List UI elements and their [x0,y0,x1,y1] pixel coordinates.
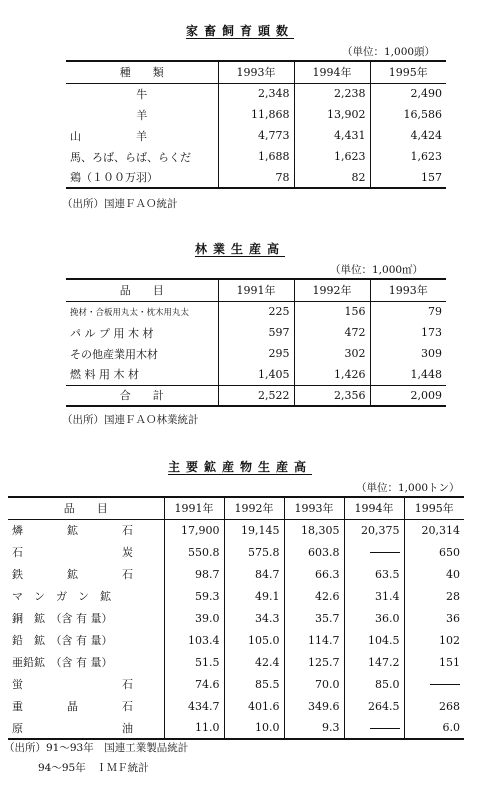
cell-value: 268 [404,695,464,717]
cell-value: 10.0 [224,717,284,739]
cell-value: 349.6 [284,695,344,717]
cell-value [344,717,404,739]
table-row [8,607,464,629]
row-label: パ ル プ 用 木 材 [70,326,154,340]
cell-value: 42.4 [224,651,284,673]
header-year: 1995年 [370,61,446,83]
livestock-table [66,60,446,189]
cell-value: 2,356 [294,385,370,406]
cell-value: 1,623 [294,146,370,167]
row-label: 石 炭 [12,546,133,559]
table-row [8,651,464,673]
cell-value: 11,868 [218,104,294,125]
cell-value: 11.0 [164,717,224,739]
header-year: 1993年 [218,61,294,83]
cell-value: 31.4 [344,585,404,607]
cell-value: 575.8 [224,541,284,563]
row-label: 蛍 石 [12,678,133,691]
header-year: 1992年 [224,497,284,519]
cell-value: 302 [294,343,370,364]
header-item: 種 類 [66,61,218,83]
cell-value: 18,305 [284,519,344,541]
cell-value: 2,009 [370,385,446,406]
cell-value: 1,448 [370,364,446,385]
cell-value: 40 [404,563,464,585]
table-row [66,125,446,146]
header-row [8,497,464,519]
no-data-dash [370,728,400,729]
cell-value: 225 [218,301,294,322]
cell-value: 17,900 [164,519,224,541]
cell-value: 34.3 [224,607,284,629]
header-item: 品 目 [66,279,218,301]
row-label: 牛 [136,87,148,101]
cell-value: 84.7 [224,563,284,585]
table-row [66,104,446,125]
table-row [66,301,446,322]
header-year: 1993年 [370,279,446,301]
cell-value: 1,688 [218,146,294,167]
cell-value: 13,902 [294,104,370,125]
cell-value: 114.7 [284,629,344,651]
minerals-source-1: （出所）91～93年 国連工業製品統計 [4,742,189,754]
row-label: 馬、ろば、らば、らくだ [70,150,191,164]
row-label: 合 計 [66,385,218,406]
cell-value: 6.0 [404,717,464,739]
cell-value: 39.0 [164,607,224,629]
cell-value: 35.7 [284,607,344,629]
livestock-title: 家畜飼育頭数 [185,24,294,38]
cell-value: 4,424 [370,125,446,146]
cell-value: 2,238 [294,83,370,104]
header-year: 1995年 [404,497,464,519]
table-row [8,563,464,585]
cell-value: 264.5 [344,695,404,717]
cell-value: 472 [294,322,370,343]
minerals-unit: （単位：1,000トン） [356,482,460,494]
cell-value: 173 [370,322,446,343]
cell-value: 36 [404,607,464,629]
cell-value: 603.8 [284,541,344,563]
cell-value: 98.7 [164,563,224,585]
table-row [8,519,464,541]
table-row [66,167,446,188]
cell-value: 82 [294,167,370,188]
cell-value: 28 [404,585,464,607]
minerals-source-2: 94～95年 ＩＭＦ統計 [38,762,149,774]
cell-value: 20,314 [404,519,464,541]
cell-value: 401.6 [224,695,284,717]
header-item: 品 目 [8,497,164,519]
row-label: 羊 [136,108,148,122]
table-row [8,717,464,739]
cell-value: 16,586 [370,104,446,125]
cell-value: 309 [370,343,446,364]
table-row [66,343,446,364]
cell-value: 59.3 [164,585,224,607]
cell-value: 102 [404,629,464,651]
header-year: 1991年 [164,497,224,519]
row-label: 挽材・合板用丸太・枕木用丸太 [70,307,190,318]
cell-value [404,673,464,695]
cell-value: 63.5 [344,563,404,585]
cell-value: 597 [218,322,294,343]
cell-value: 157 [370,167,446,188]
table-row [8,541,464,563]
cell-value: 4,773 [218,125,294,146]
no-data-dash [370,552,400,553]
cell-value: 66.3 [284,563,344,585]
cell-value: 85.5 [224,673,284,695]
cell-value: 1,426 [294,364,370,385]
cell-value: 103.4 [164,629,224,651]
cell-value: 74.6 [164,673,224,695]
no-data-dash [430,684,460,685]
table-row [8,585,464,607]
minerals-table [8,496,464,740]
header-row [66,61,446,83]
cell-value: 4,431 [294,125,370,146]
cell-value: 51.5 [164,651,224,673]
row-label: 山 羊 [70,129,147,143]
minerals-title: 主要鉱産物生産高 [167,460,312,474]
cell-value: 2,490 [370,83,446,104]
cell-value: 42.6 [284,585,344,607]
cell-value: 36.0 [344,607,404,629]
header-year: 1991年 [218,279,294,301]
cell-value: 19,145 [224,519,284,541]
row-label: その他産業用木材 [70,347,158,361]
table-row [8,673,464,695]
cell-value: 2,522 [218,385,294,406]
livestock-source: （出所）国連ＦＡＯ統計 [62,198,178,210]
row-label: マ ン ガ ン 鉱 [12,590,111,603]
row-label: 重 晶 石 [12,700,133,713]
forestry-title: 林業生産高 [194,242,285,256]
header-year: 1994年 [344,497,404,519]
table-row [8,629,464,651]
header-year: 1992年 [294,279,370,301]
cell-value: 104.5 [344,629,404,651]
cell-value: 295 [218,343,294,364]
forestry-source: （出所）国連ＦＡＯ林業統計 [62,414,199,426]
row-label: 亜鉛鉱 （含 有 量） [12,656,113,669]
cell-value: 434.7 [164,695,224,717]
cell-value: 9.3 [284,717,344,739]
header-year: 1994年 [294,61,370,83]
row-label: 燐 鉱 石 [12,524,133,538]
cell-value: 156 [294,301,370,322]
cell-value: 650 [404,541,464,563]
row-label: 原 油 [12,721,133,735]
cell-value: 1,623 [370,146,446,167]
table-row [8,695,464,717]
cell-value: 125.7 [284,651,344,673]
forestry-unit: （単位：1,000㎥） [330,264,424,276]
table-row [66,83,446,104]
row-label: 鉄 鉱 石 [12,568,133,581]
header-year: 1993年 [284,497,344,519]
header-row [66,279,446,301]
cell-value: 79 [370,301,446,322]
cell-value: 49.1 [224,585,284,607]
cell-value: 147.2 [344,651,404,673]
cell-value: 85.0 [344,673,404,695]
cell-value: 20,375 [344,519,404,541]
cell-value: 1,405 [218,364,294,385]
cell-value: 2,348 [218,83,294,104]
table-row [66,146,446,167]
cell-value: 70.0 [284,673,344,695]
row-label: 燃 料 用 木 材 [70,368,139,382]
livestock-unit: （単位：1,000頭） [342,46,436,58]
cell-value: 550.8 [164,541,224,563]
cell-value: 78 [218,167,294,188]
total-row [66,385,446,406]
cell-value: 151 [404,651,464,673]
row-label: 鶏（１００万羽） [70,171,158,184]
table-row [66,322,446,343]
row-label: 銅 鉱 （含 有 量） [12,612,113,625]
cell-value: 105.0 [224,629,284,651]
table-row [66,364,446,385]
cell-value [344,541,404,563]
row-label: 鉛 鉱 （含 有 量） [12,634,113,647]
forestry-table [66,278,446,407]
